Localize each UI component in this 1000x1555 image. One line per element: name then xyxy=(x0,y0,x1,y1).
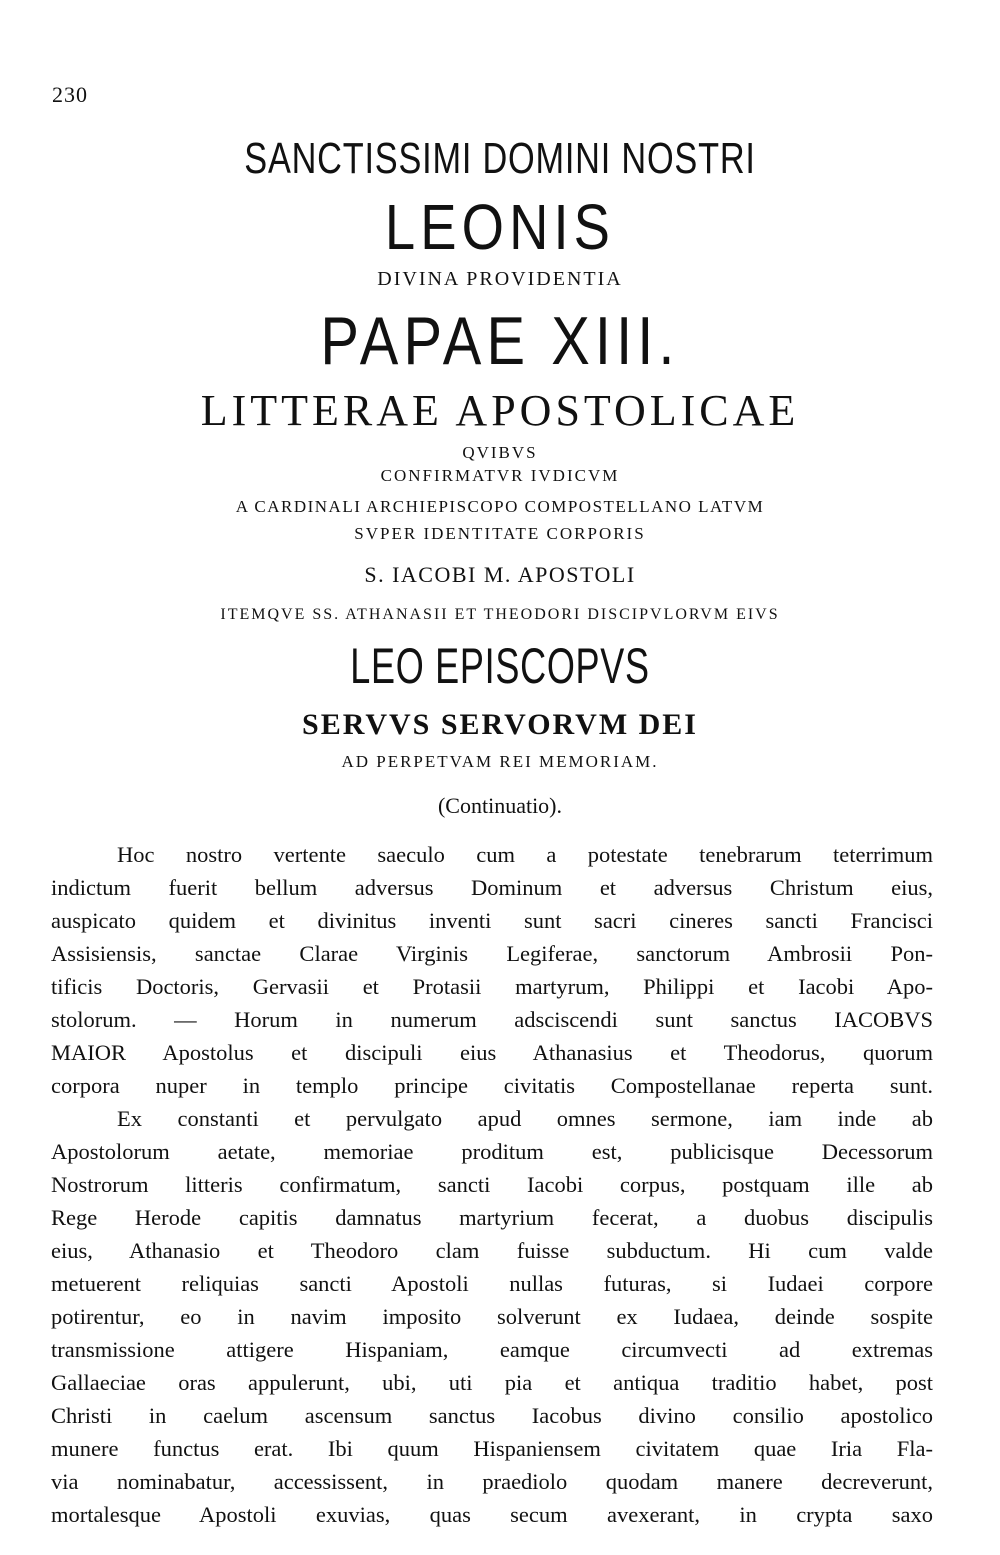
subheading-1: QVIBVS xyxy=(462,443,538,462)
text-line: indictum fuerit bellum adversus Dominum et adversus Christum eius, xyxy=(51,875,933,900)
text-line: Rege Herode capitis damnatus martyrium fecerat, a duobus discipulis xyxy=(51,1205,933,1230)
text-line: transmissione attigere Hispaniam, eamque circumvecti ad extremas xyxy=(51,1337,933,1362)
heading-divina-providentia: DIVINA PROVIDENTIA xyxy=(377,268,623,290)
page-number: 230 xyxy=(52,82,88,107)
text-line: tificis Doctoris, Gervasii et Protasii martyrum, Philippi et Iacobi Apo- xyxy=(51,974,933,999)
text-line: mortalesque Apostoli exuvias, quas secum avexerant, in crypta saxo xyxy=(51,1502,933,1527)
text-line: Nostrorum litteris confirmatum, sancti Iacobi corpus, postquam ille ab xyxy=(51,1172,933,1197)
heading-leo-episcopus: LEO EPISCOPVS xyxy=(350,638,650,694)
text-line: via nominabatur, accessissent, in praediolo quodam manere decreverunt, xyxy=(51,1469,933,1494)
heading-papae: PAPAE XIII. xyxy=(320,303,680,379)
text-line: auspicato quidem et divinitus inventi sunt sacri cineres sancti Francisci xyxy=(51,908,933,933)
subheading-ad-perpetuam: AD PERPETVAM REI MEMORIAM. xyxy=(341,752,659,771)
heading-line-1: SANCTISSIMI DOMINI NOSTRI xyxy=(244,134,756,183)
text-line: metuerent reliquias sancti Apostoli nullas futuras, si Iudaei corpore xyxy=(51,1271,933,1296)
text-line: Ex constanti et pervulgato apud omnes sermone, iam inde ab xyxy=(117,1106,933,1131)
text-line: Assisiensis, sanctae Clarae Virginis Legiferae, sanctorum Ambrosii Pon- xyxy=(51,941,933,966)
paragraph-2 xyxy=(51,1102,933,1531)
text-line: Hoc nostro vertente saeculo cum a potestate tenebrarum teterrimum xyxy=(117,842,933,867)
text-line: potirentur, eo in navim imposito solverunt ex Iudaea, deinde sospite xyxy=(51,1304,933,1329)
text-line: eius, Athanasio et Theodoro clam fuisse subductum. Hi cum valde xyxy=(51,1238,933,1263)
paragraph-1 xyxy=(51,838,933,1102)
text-line: Gallaeciae oras appulerunt, ubi, uti pia et antiqua traditio habet, post xyxy=(51,1370,933,1395)
subheading-4: SVPER IDENTITATE CORPORIS xyxy=(354,524,646,543)
heading-leonis: LEONIS xyxy=(384,191,616,263)
text-line: munere functus erat. Ibi quum Hispaniensem civitatem quae Iria Fla- xyxy=(51,1436,933,1461)
heading-servus-servorum: SERVVS SERVORVM DEI xyxy=(302,708,698,741)
subheading-continuatio: (Continuatio). xyxy=(437,793,563,818)
subheading-5: S. IACOBI M. APOSTOLI xyxy=(364,562,636,587)
text-line: Christi in caelum ascensum sanctus Iacobus divino consilio apostolico xyxy=(51,1403,933,1428)
text-line: stolorum. — Horum in numerum adsciscendi sunt sanctus IACOBVS xyxy=(51,1007,933,1032)
subheading-2: CONFIRMATVR IVDICVM xyxy=(380,466,620,485)
text-line: MAIOR Apostolus et discipuli eius Athanasius et Theodorus, quorum xyxy=(51,1040,933,1065)
subheading-3: A CARDINALI ARCHIEPISCOPO COMPOSTELLANO LATVM xyxy=(235,497,765,516)
text-line: Apostolorum aetate, memoriae proditum est, publicisque Decessorum xyxy=(51,1139,933,1164)
body-text xyxy=(51,838,933,1531)
heading-litterae-apostolicae: LITTERAE APOSTOLICAE xyxy=(200,386,800,435)
text-line: corpora nuper in templo principe civitatis Compostellanae reperta sunt. xyxy=(51,1073,933,1098)
subheading-6: ITEMQVE SS. ATHANASII ET THEODORI DISCIPVLORVM EIVS xyxy=(220,606,780,623)
